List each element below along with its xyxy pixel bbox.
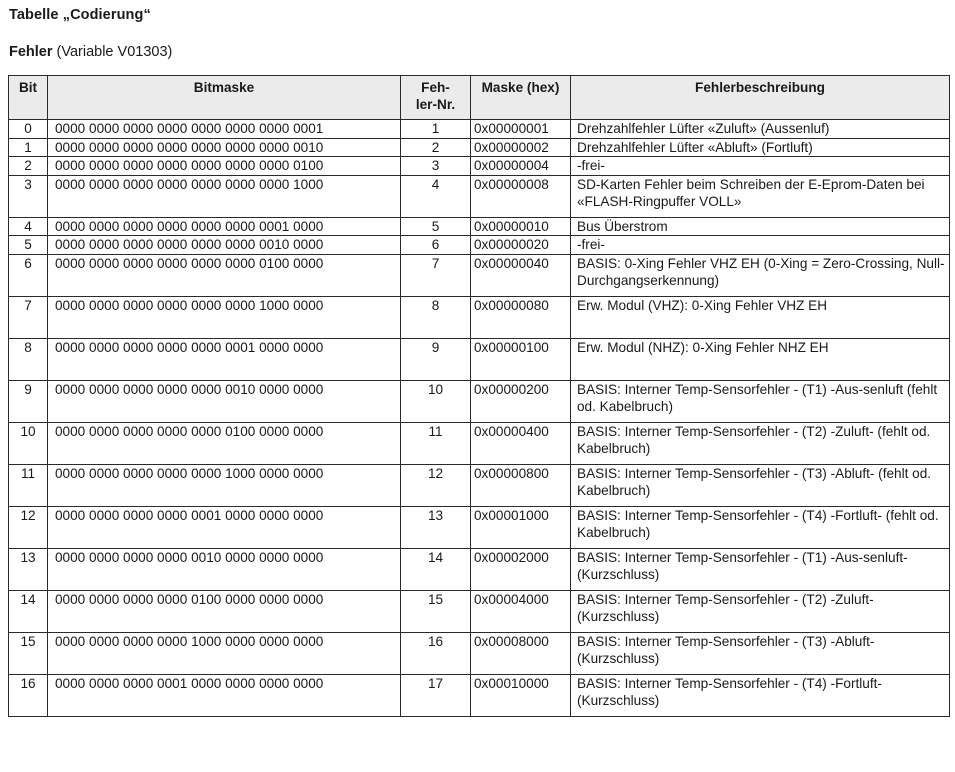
cell-fehler-nr: 10 — [401, 380, 471, 422]
cell-maske-hex: 0x00000008 — [471, 175, 571, 217]
table-header-row — [9, 76, 950, 120]
cell-fehlerbeschreibung: BASIS: Interner Temp-Sensorfehler - (T4) -Fortluft- (fehlt od. Kabelbruch) — [571, 506, 950, 548]
cell-bitmaske: 0000 0000 0000 0000 0100 0000 0000 0000 — [48, 590, 401, 632]
cell-maske-hex: 0x00000001 — [471, 120, 571, 139]
cell-fehler-nr: 15 — [401, 590, 471, 632]
cell-fehler-nr: 13 — [401, 506, 471, 548]
cell-fehlerbeschreibung: SD-Karten Fehler beim Schreiben der E-Eprom-Daten bei «FLASH-Ringpuffer VOLL» — [571, 175, 950, 217]
header-bitmaske: Bitmaske — [48, 76, 401, 120]
cell-bit: 11 — [9, 464, 48, 506]
cell-bit: 9 — [9, 380, 48, 422]
cell-fehler-nr: 1 — [401, 120, 471, 139]
section-title-variable: (Variable V01303) — [52, 44, 173, 60]
cell-maske-hex: 0x00000040 — [471, 254, 571, 296]
cell-bitmaske: 0000 0000 0000 0000 1000 0000 0000 0000 — [48, 632, 401, 674]
table-row — [9, 138, 950, 157]
section-title — [9, 44, 172, 60]
cell-fehlerbeschreibung: Drehzahlfehler Lüfter «Zuluft» (Aussenluf) — [571, 120, 950, 139]
cell-fehler-nr: 14 — [401, 548, 471, 590]
table-row — [9, 548, 950, 590]
cell-fehler-nr: 4 — [401, 175, 471, 217]
cell-fehlerbeschreibung: -frei- — [571, 236, 950, 255]
cell-bit: 4 — [9, 217, 48, 236]
cell-bitmaske: 0000 0000 0000 0000 0001 0000 0000 0000 — [48, 506, 401, 548]
cell-maske-hex: 0x00000200 — [471, 380, 571, 422]
cell-bit: 6 — [9, 254, 48, 296]
cell-bit: 10 — [9, 422, 48, 464]
cell-bitmaske: 0000 0000 0000 0000 0000 0001 0000 0000 — [48, 338, 401, 380]
table-row — [9, 632, 950, 674]
cell-bit: 13 — [9, 548, 48, 590]
section-title-bold: Fehler — [9, 44, 53, 60]
cell-maske-hex: 0x00000080 — [471, 296, 571, 338]
cell-maske-hex: 0x00000020 — [471, 236, 571, 255]
cell-bitmaske: 0000 0000 0000 0000 0000 0010 0000 0000 — [48, 380, 401, 422]
cell-bit: 5 — [9, 236, 48, 255]
cell-fehler-nr: 7 — [401, 254, 471, 296]
cell-maske-hex: 0x00008000 — [471, 632, 571, 674]
header-fehler-nr — [401, 76, 471, 120]
table-row — [9, 120, 950, 139]
cell-bit: 8 — [9, 338, 48, 380]
cell-fehlerbeschreibung: Erw. Modul (VHZ): 0-Xing Fehler VHZ EH — [571, 296, 950, 338]
cell-fehlerbeschreibung: BASIS: Interner Temp-Sensorfehler - (T1) -Aus-senluft- (Kurzschluss) — [571, 548, 950, 590]
table-row — [9, 296, 950, 338]
header-maske-hex: Maske (hex) — [471, 76, 571, 120]
cell-fehler-nr: 8 — [401, 296, 471, 338]
cell-bitmaske: 0000 0000 0000 0001 0000 0000 0000 0000 — [48, 674, 401, 716]
error-code-table — [8, 75, 950, 717]
table-body — [9, 120, 950, 717]
page-title: Tabelle „Codierung“ — [9, 7, 151, 23]
cell-bitmaske: 0000 0000 0000 0000 0000 0000 0000 0010 — [48, 138, 401, 157]
cell-fehlerbeschreibung: BASIS: Interner Temp-Sensorfehler - (T3) -Abluft- (Kurzschluss) — [571, 632, 950, 674]
cell-fehlerbeschreibung: -frei- — [571, 157, 950, 176]
cell-maske-hex: 0x00000004 — [471, 157, 571, 176]
cell-fehlerbeschreibung: BASIS: Interner Temp-Sensorfehler - (T2) -Zuluft- (Kurzschluss) — [571, 590, 950, 632]
cell-bit: 16 — [9, 674, 48, 716]
cell-bitmaske: 0000 0000 0000 0000 0000 0000 0001 0000 — [48, 217, 401, 236]
cell-bitmaske: 0000 0000 0000 0000 0000 0100 0000 0000 — [48, 422, 401, 464]
cell-fehlerbeschreibung: Erw. Modul (NHZ): 0-Xing Fehler NHZ EH — [571, 338, 950, 380]
cell-fehler-nr: 12 — [401, 464, 471, 506]
header-fehlerbeschreibung: Fehlerbeschreibung — [571, 76, 950, 120]
cell-bitmaske: 0000 0000 0000 0000 0000 0000 0000 0001 — [48, 120, 401, 139]
cell-fehlerbeschreibung: BASIS: Interner Temp-Sensorfehler - (T1) -Aus-senluft (fehlt od. Kabelbruch) — [571, 380, 950, 422]
cell-maske-hex: 0x00000002 — [471, 138, 571, 157]
cell-maske-hex: 0x00002000 — [471, 548, 571, 590]
cell-fehlerbeschreibung: Bus Überstrom — [571, 217, 950, 236]
cell-bitmaske: 0000 0000 0000 0000 0000 1000 0000 0000 — [48, 464, 401, 506]
table-row — [9, 175, 950, 217]
table-row — [9, 464, 950, 506]
cell-bit: 3 — [9, 175, 48, 217]
table-row — [9, 157, 950, 176]
table-row — [9, 506, 950, 548]
cell-maske-hex: 0x00000100 — [471, 338, 571, 380]
table-row — [9, 590, 950, 632]
cell-fehler-nr: 5 — [401, 217, 471, 236]
cell-maske-hex: 0x00000400 — [471, 422, 571, 464]
cell-bit: 12 — [9, 506, 48, 548]
cell-fehlerbeschreibung: Drehzahlfehler Lüfter «Abluft» (Fortluft) — [571, 138, 950, 157]
cell-fehlerbeschreibung: BASIS: Interner Temp-Sensorfehler - (T4) -Fortluft- (Kurzschluss) — [571, 674, 950, 716]
cell-bit: 0 — [9, 120, 48, 139]
cell-bitmaske: 0000 0000 0000 0000 0000 0000 0000 1000 — [48, 175, 401, 217]
header-fehler-nr-line1: Feh- — [421, 80, 450, 95]
cell-bit: 15 — [9, 632, 48, 674]
table-row — [9, 217, 950, 236]
cell-bitmaske: 0000 0000 0000 0000 0010 0000 0000 0000 — [48, 548, 401, 590]
cell-fehlerbeschreibung: BASIS: Interner Temp-Sensorfehler - (T2) -Zuluft- (fehlt od. Kabelbruch) — [571, 422, 950, 464]
cell-maske-hex: 0x00004000 — [471, 590, 571, 632]
table-row — [9, 338, 950, 380]
cell-fehler-nr: 17 — [401, 674, 471, 716]
table-row — [9, 380, 950, 422]
cell-bit: 14 — [9, 590, 48, 632]
table-row — [9, 236, 950, 255]
cell-bit: 2 — [9, 157, 48, 176]
cell-bit: 7 — [9, 296, 48, 338]
cell-fehler-nr: 6 — [401, 236, 471, 255]
cell-maske-hex: 0x00010000 — [471, 674, 571, 716]
cell-fehlerbeschreibung: BASIS: 0-Xing Fehler VHZ EH (0-Xing = Zero-Crossing, Null-Durchgangserkennung) — [571, 254, 950, 296]
cell-fehler-nr: 9 — [401, 338, 471, 380]
cell-maske-hex: 0x00000800 — [471, 464, 571, 506]
table-row — [9, 254, 950, 296]
header-fehler-nr-line2: ler-Nr. — [415, 97, 456, 112]
cell-bitmaske: 0000 0000 0000 0000 0000 0000 0100 0000 — [48, 254, 401, 296]
cell-fehler-nr: 11 — [401, 422, 471, 464]
table-row — [9, 674, 950, 716]
cell-maske-hex: 0x00000010 — [471, 217, 571, 236]
cell-bitmaske: 0000 0000 0000 0000 0000 0000 1000 0000 — [48, 296, 401, 338]
cell-fehlerbeschreibung: BASIS: Interner Temp-Sensorfehler - (T3) -Abluft- (fehlt od. Kabelbruch) — [571, 464, 950, 506]
table-row — [9, 422, 950, 464]
cell-fehler-nr: 16 — [401, 632, 471, 674]
cell-fehler-nr: 3 — [401, 157, 471, 176]
header-bit: Bit — [9, 76, 48, 120]
cell-bitmaske: 0000 0000 0000 0000 0000 0000 0000 0100 — [48, 157, 401, 176]
cell-bitmaske: 0000 0000 0000 0000 0000 0000 0010 0000 — [48, 236, 401, 255]
cell-maske-hex: 0x00001000 — [471, 506, 571, 548]
cell-bit: 1 — [9, 138, 48, 157]
cell-fehler-nr: 2 — [401, 138, 471, 157]
